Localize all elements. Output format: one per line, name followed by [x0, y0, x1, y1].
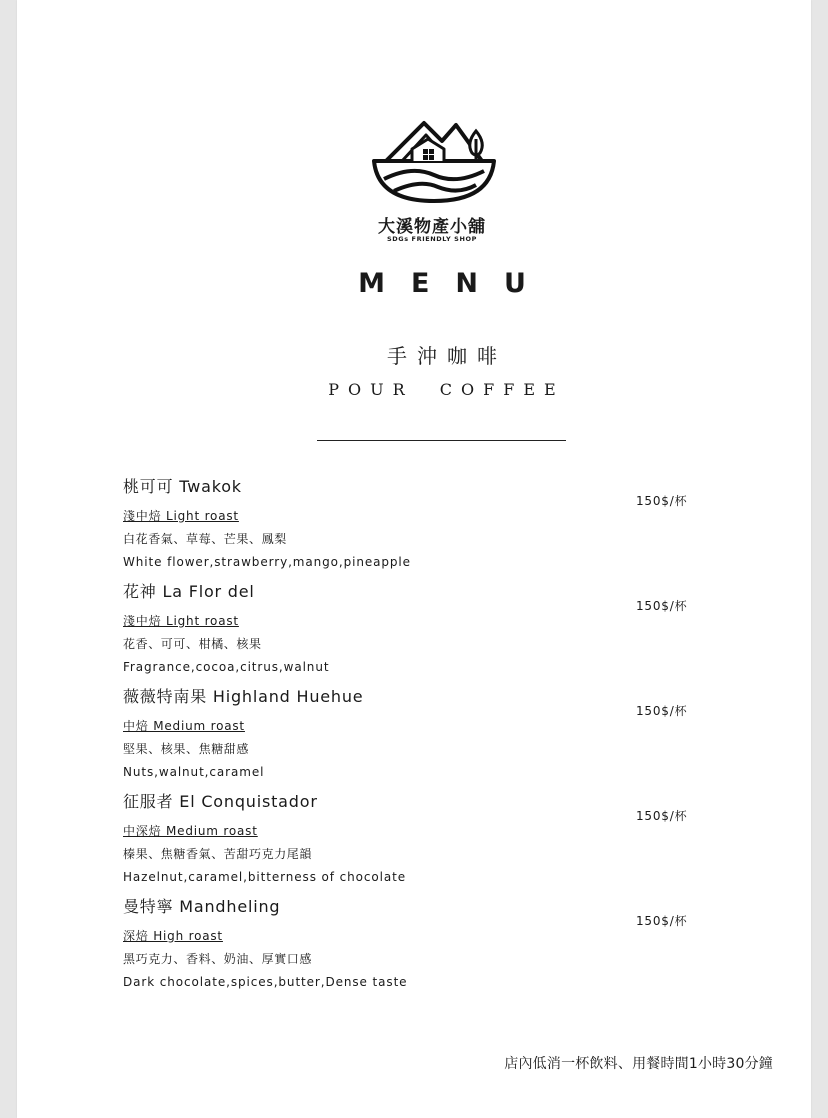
coffee-item — [123, 474, 723, 579]
coffee-name: 花神 La Flor del — [123, 582, 255, 601]
coffee-price: 150$/杯 — [636, 914, 688, 928]
section-title-en: POUR COFFEE — [328, 380, 565, 399]
coffee-item — [123, 789, 723, 894]
tasting-notes-cn: 堅果、核果、焦糖甜感 — [123, 742, 250, 756]
tasting-notes-en: Dark chocolate,spices,butter,Dense taste — [123, 975, 408, 989]
tasting-notes-en: Fragrance,cocoa,citrus,walnut — [123, 660, 330, 674]
coffee-name: 征服者 El Conquistador — [123, 792, 318, 811]
menu-page — [17, 0, 811, 1118]
menu-title: MENU — [358, 268, 552, 299]
tasting-notes-cn: 黑巧克力、香料、奶油、厚實口感 — [123, 952, 313, 966]
coffee-item — [123, 684, 723, 789]
roast-level: 深焙 High roast — [123, 929, 223, 943]
tasting-notes-cn: 花香、可可、柑橘、核果 — [123, 637, 262, 651]
coffee-price: 150$/杯 — [636, 599, 688, 613]
tasting-notes-en: Hazelnut,caramel,bitterness of chocolate — [123, 870, 406, 884]
tasting-notes-cn: 榛果、焦糖香氣、苦甜巧克力尾韻 — [123, 847, 313, 861]
brand-name-cn: 大溪物產小舖 — [378, 217, 486, 237]
roast-level: 淺中焙 Light roast — [123, 614, 239, 628]
coffee-name: 曼特寧 Mandheling — [123, 897, 281, 916]
coffee-name: 桃可可 Twakok — [123, 477, 242, 496]
minimum-charge-note: 店內低消一杯飲料、用餐時間1小時30分鐘 — [504, 1056, 773, 1072]
roast-level: 中焙 Medium roast — [123, 719, 245, 733]
coffee-name: 薇薇特南果 Highland Huehue — [123, 687, 364, 706]
section-title-cn: 手沖咖啡 — [387, 344, 507, 368]
brand-name-en: SDGs FRIENDLY SHOP — [387, 235, 477, 243]
coffee-item — [123, 579, 723, 684]
shop-logo — [372, 113, 496, 203]
section-divider — [317, 440, 566, 441]
coffee-item — [123, 894, 723, 999]
coffee-list — [123, 474, 723, 999]
tasting-notes-en: White flower,strawberry,mango,pineapple — [123, 555, 411, 569]
tasting-notes-en: Nuts,walnut,caramel — [123, 765, 265, 779]
roast-level: 中深焙 Medium roast — [123, 824, 258, 838]
roast-level: 淺中焙 Light roast — [123, 509, 239, 523]
coffee-price: 150$/杯 — [636, 809, 688, 823]
coffee-price: 150$/杯 — [636, 494, 688, 508]
coffee-price: 150$/杯 — [636, 704, 688, 718]
tasting-notes-cn: 白花香氣、草莓、芒果、鳳梨 — [123, 532, 287, 546]
